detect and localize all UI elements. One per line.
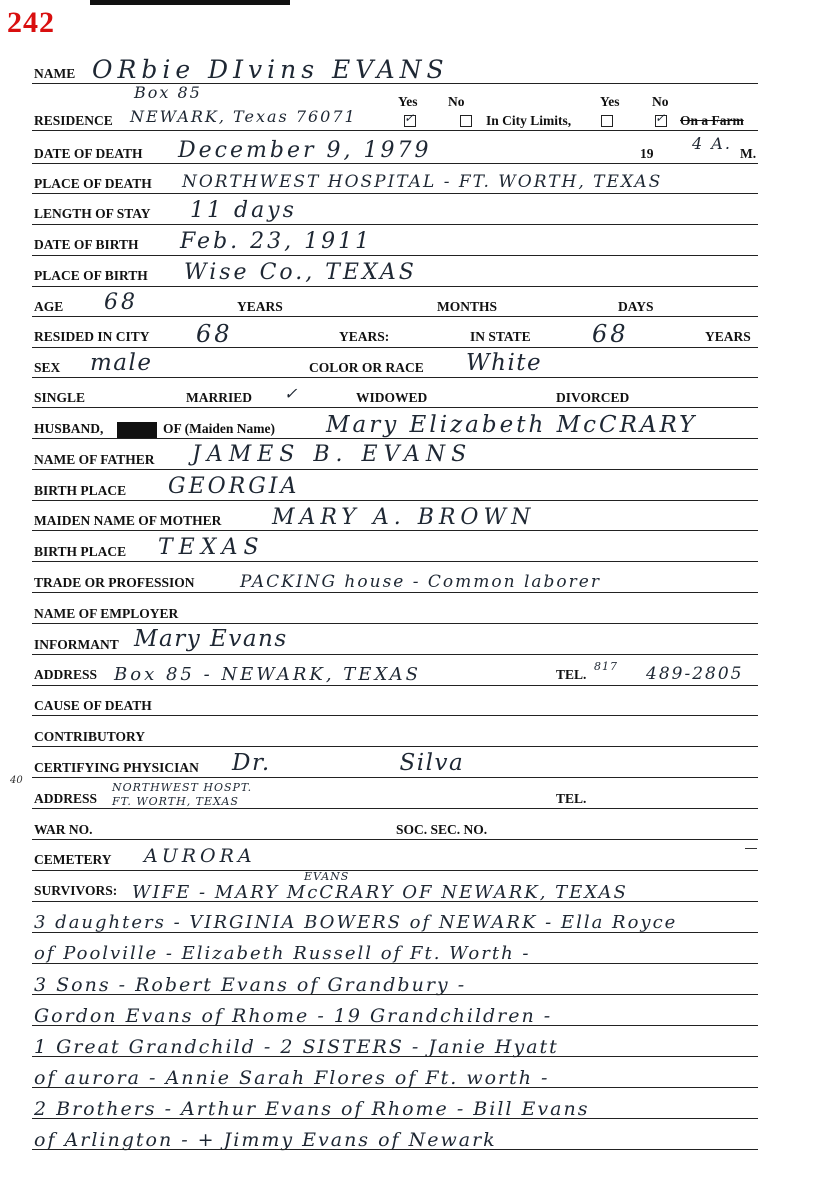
city-yes-check-mark: ✓ [404, 111, 415, 125]
husband-label: HUSBAND, [34, 421, 104, 436]
no-header-farm: No [652, 94, 669, 109]
rule-survivors-1 [32, 901, 758, 902]
residence-label: RESIDENCE [34, 113, 113, 128]
length-of-stay-value: 11 days [190, 198, 297, 223]
rule-physician-address [32, 808, 758, 809]
no-header-city: No [448, 94, 465, 109]
years-label: YEARS [237, 299, 283, 314]
contributory-label: CONTRIBUTORY [34, 729, 146, 744]
rule-marital [32, 407, 758, 408]
rule-survivors-7 [32, 1087, 758, 1088]
race-value: White [466, 350, 543, 376]
father-value: JAMES B. EVANS [192, 442, 473, 467]
single-label: SINGLE [34, 390, 86, 405]
rule-father-birth-place [32, 500, 758, 501]
rule-survivors-9 [32, 1149, 758, 1150]
rule-war-no [32, 839, 758, 840]
place-of-death-label: PLACE OF DEATH [34, 176, 152, 191]
yes-header-farm: Yes [600, 94, 620, 109]
trade-or-profession-label: TRADE OR PROFESSION [34, 575, 195, 590]
sex-label: SEX [34, 360, 61, 375]
rule-survivors-2 [32, 932, 758, 933]
place-of-death-value: NORTHWEST HOSPITAL - FT. WORTH, TEXAS [182, 172, 663, 192]
place-of-birth-label: PLACE OF BIRTH [34, 268, 148, 283]
married-check-mark: ✓ [284, 384, 300, 403]
of-maiden-name-label: OF (Maiden Name) [163, 421, 275, 436]
maiden-name-of-mother-label: MAIDEN NAME OF MOTHER [34, 513, 222, 528]
tel-area-value: 817 [594, 660, 618, 673]
mother-value: MARY A. BROWN [272, 505, 536, 530]
married-label: MARRIED [186, 390, 252, 405]
divorced-label: DIVORCED [556, 390, 630, 405]
rule-survivors-8 [32, 1118, 758, 1119]
years-colon-label: YEARS: [339, 329, 390, 344]
rule-husband [32, 438, 758, 439]
rule-contributory [32, 746, 758, 747]
survivors-line-7: of aurora - Annie Sarah Flores of Ft. worth - [34, 1067, 550, 1089]
m-label: M. [740, 146, 757, 161]
survivors-line-4: 3 Sons - Robert Evans of Grandbury - [34, 974, 467, 996]
in-city-limits-label: In City Limits, [486, 113, 572, 128]
on-a-farm-label: On a Farm [680, 113, 744, 128]
survivors-line-3: of Poolville - Elizabeth Russell of Ft. Worth - [34, 943, 531, 964]
farm-no-check-mark: ✓ [655, 111, 666, 125]
physician-address-line-2: FT. WORTH, TEXAS [112, 795, 239, 808]
in-state-label: IN STATE [470, 329, 531, 344]
rule-employer [32, 623, 758, 624]
survivors-line-6: 1 Great Grandchild - 2 SISTERS - Janie Hyatt [34, 1036, 559, 1058]
months-label: MONTHS [437, 299, 498, 314]
years-label-2: YEARS [705, 329, 751, 344]
widowed-label: WIDOWED [356, 390, 428, 405]
in-state-value: 68 [592, 320, 629, 348]
color-or-race-label: COLOR OR RACE [309, 360, 424, 375]
informant-label: INFORMANT [34, 637, 119, 652]
rule-survivors-5 [32, 1025, 758, 1026]
name-of-employer-label: NAME OF EMPLOYER [34, 606, 179, 621]
survivors-inserted-value: EVANS [304, 870, 350, 883]
tel-value: 489-2805 [646, 664, 744, 684]
war-no-label: WAR NO. [34, 822, 93, 837]
page-number: 242 [7, 6, 55, 39]
rule-father [32, 469, 758, 470]
date-of-birth-value: Feb. 23, 1911 [180, 229, 373, 254]
residence-box-value: Box 85 [134, 83, 202, 102]
rule-survivors-4 [32, 994, 758, 995]
physician-tel-label: TEL. [556, 791, 587, 806]
farm-yes-checkbox[interactable] [601, 115, 613, 127]
name-of-father-label: NAME OF FATHER [34, 452, 155, 467]
age-label: AGE [34, 299, 64, 314]
city-no-checkbox[interactable] [460, 115, 472, 127]
place-of-birth-value: Wise Co., TEXAS [184, 260, 417, 285]
rule-physician [32, 777, 758, 778]
rule-mother-birth-place [32, 561, 758, 562]
survivors-line-2: 3 daughters - VIRGINIA BOWERS of NEWARK - Ella Royce [34, 912, 678, 933]
trade-value: PACKING house - Common laborer [240, 572, 601, 592]
informant-address-value: Box 85 - NEWARK, TEXAS [114, 664, 421, 685]
rule-place-of-death [32, 193, 758, 194]
date-of-death-label: DATE OF DEATH [34, 146, 143, 161]
rule-survivors-3 [32, 963, 758, 964]
informant-tel-label: TEL. [556, 667, 587, 682]
rule-survivors-6 [32, 1056, 758, 1057]
days-label: DAYS [618, 299, 654, 314]
length-of-stay-label: LENGTH OF STAY [34, 206, 151, 221]
top-edge-mark [90, 0, 290, 5]
age-value: 68 [104, 290, 138, 315]
time-of-death-value: 4 A. [692, 134, 732, 153]
survivors-line-1: WIFE - MARY McCRARY OF NEWARK, TEXAS [132, 882, 628, 903]
rule-place-of-birth [32, 286, 758, 287]
rule-cemetery [32, 870, 758, 871]
physician-address-line-1: NORTHWEST HOSPT. [112, 781, 253, 794]
rule-length-of-stay [32, 224, 758, 225]
resided-in-city-value: 68 [196, 320, 233, 348]
rule-sex [32, 377, 758, 378]
cemetery-value: AURORA [144, 845, 256, 867]
physician-value: Dr. Silva [232, 750, 465, 776]
margin-note: 40 [10, 775, 23, 786]
survivors-line-8: 2 Brothers - Arthur Evans of Rhome - Bill Evans [34, 1098, 590, 1120]
certifying-physician-label: CERTIFYING PHYSICIAN [34, 760, 199, 775]
informant-address-label: ADDRESS [34, 667, 98, 682]
father-birth-place-value: GEORGIA [168, 474, 300, 499]
rule-date-of-birth [32, 255, 758, 256]
year-prefix-label: 19 [640, 146, 654, 161]
mother-birth-place-value: TEXAS [158, 535, 265, 560]
date-of-death-value: December 9, 1979 [178, 138, 432, 163]
mother-birth-place-label: BIRTH PLACE [34, 544, 127, 559]
yes-header-city: Yes [398, 94, 418, 109]
sex-value: male [90, 350, 153, 376]
father-birth-place-label: BIRTH PLACE [34, 483, 127, 498]
survivors-line-9: of Arlington - + Jimmy Evans of Newark [34, 1129, 497, 1151]
survivors-label: SURVIVORS: [34, 883, 118, 898]
survivors-line-5: Gordon Evans of Rhome - 19 Grandchildren - [34, 1005, 553, 1027]
physician-address-label: ADDRESS [34, 791, 98, 806]
cemetery-label: CEMETERY [34, 852, 112, 867]
rule-mother [32, 530, 758, 531]
cause-of-death-label: CAUSE OF DEATH [34, 698, 152, 713]
rule-age [32, 316, 758, 317]
date-of-birth-label: DATE OF BIRTH [34, 237, 139, 252]
rule-residence [32, 130, 758, 131]
redaction-bar [117, 422, 157, 438]
name-value: ORbie DIvins EVANS [92, 55, 449, 84]
rule-trade [32, 592, 758, 593]
rule-informant [32, 654, 758, 655]
name-label: NAME [34, 66, 76, 81]
margin-dash [745, 848, 757, 849]
rule-informant-address [32, 685, 758, 686]
rule-date-of-death [32, 163, 758, 164]
residence-value: NEWARK, Texas 76071 [130, 107, 357, 126]
husband-maiden-value: Mary Elizabeth McCRARY [326, 412, 698, 438]
resided-in-city-label: RESIDED IN CITY [34, 329, 150, 344]
informant-value: Mary Evans [134, 626, 288, 652]
rule-cause [32, 715, 758, 716]
soc-sec-no-label: SOC. SEC. NO. [396, 822, 488, 837]
rule-resided [32, 347, 758, 348]
